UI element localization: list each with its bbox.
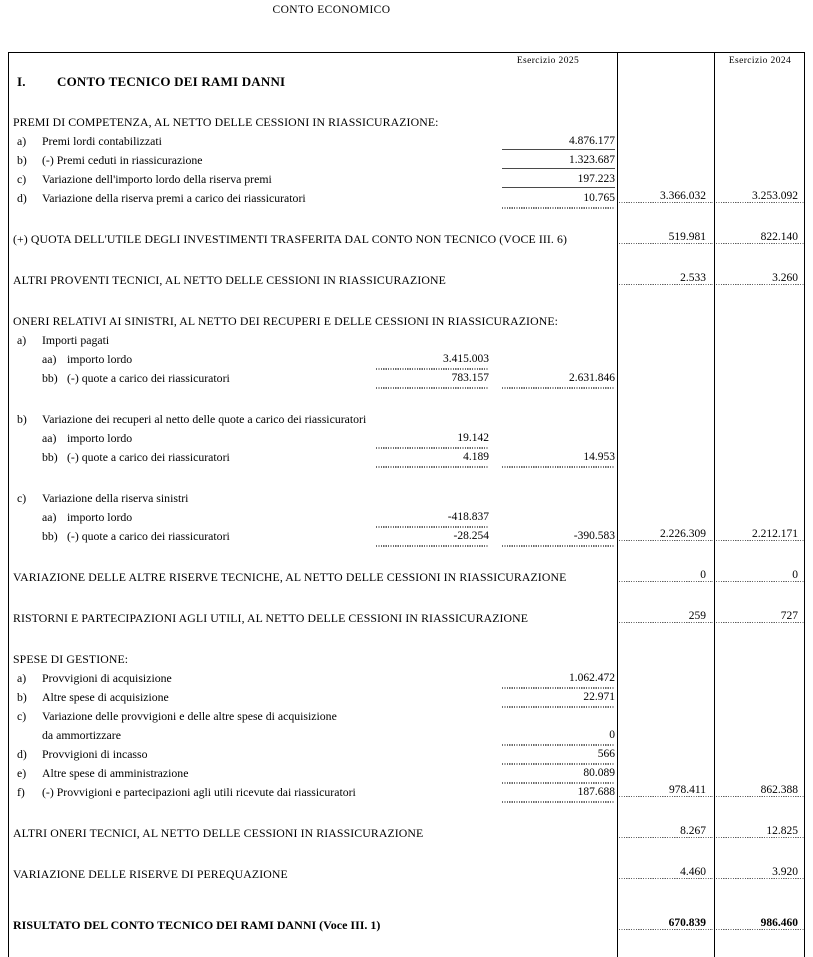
spese-d-num-2025 bbox=[617, 745, 714, 746]
spese-a-alpha: a) bbox=[17, 671, 27, 685]
premi-a-label: Premi lordi contabilizzati bbox=[42, 134, 162, 148]
premi-total-2025: 3.366.032 bbox=[660, 190, 706, 202]
oneri-b-num-2024 bbox=[714, 410, 806, 411]
oneri-b-bb-value: 4.189 bbox=[463, 451, 489, 463]
altre-riserve-label: VARIAZIONE DELLE ALTRE RISERVE TECNICHE, AL NETTO DELLE CESSIONI IN RIASSICURAZIONE bbox=[13, 570, 567, 584]
oneri-c-bb-alpha: bb) bbox=[42, 529, 58, 543]
altri-proventi-cell bbox=[9, 271, 617, 290]
altre-riserve-cell bbox=[9, 568, 617, 587]
spese-b-cell bbox=[9, 688, 617, 707]
quota-utile-row bbox=[9, 230, 804, 249]
premi-c-value: 197.223 bbox=[577, 173, 615, 185]
ristorni-cell bbox=[9, 609, 617, 628]
altri-oneri-cell bbox=[9, 824, 617, 843]
oneri-c-aa-row bbox=[9, 508, 804, 527]
ristorni-2024-underline bbox=[716, 622, 804, 623]
oneri-b-bb-num-2024 bbox=[714, 448, 806, 449]
spese-total-2024-cell bbox=[714, 783, 806, 796]
premi-a-row bbox=[9, 132, 804, 151]
spese-c2-num-2024 bbox=[714, 726, 806, 727]
oneri-a-bb-row bbox=[9, 369, 804, 388]
risultato-2024: 986.460 bbox=[760, 917, 798, 929]
quota-utile-2025: 519.981 bbox=[668, 231, 706, 243]
altri-proventi-label: ALTRI PROVENTI TECNICI, AL NETTO DELLE CESSIONI IN RIASSICURAZIONE bbox=[13, 273, 446, 287]
oneri-c-bb-row bbox=[9, 527, 804, 546]
spacer bbox=[9, 935, 804, 957]
altri-oneri-2024-underline bbox=[716, 837, 804, 838]
oneri-a-bb-value: 783.157 bbox=[451, 372, 489, 384]
spese-a-cell bbox=[9, 669, 617, 688]
premi-total-2024: 3.253.092 bbox=[752, 190, 798, 202]
risultato-2025-cell bbox=[617, 916, 714, 929]
spacer bbox=[9, 802, 804, 824]
header-spacer bbox=[9, 53, 479, 72]
oneri-b-bb-label: (-) quote a carico dei riassicuratori bbox=[67, 450, 230, 464]
quota-utile-2025-cell bbox=[617, 230, 714, 243]
ristorni-2025-cell bbox=[617, 609, 714, 622]
altre-riserve-2024: 0 bbox=[792, 569, 798, 581]
premi-b-num-2024 bbox=[714, 151, 806, 152]
oneri-b-bb-underline bbox=[376, 466, 489, 467]
oneri-a-subtotal: 2.631.846 bbox=[569, 372, 615, 384]
premi-total-2024-underline bbox=[716, 202, 804, 203]
altri-oneri-2025-underline bbox=[619, 837, 713, 838]
altri-proventi-2025: 2.533 bbox=[680, 272, 706, 284]
spacer bbox=[9, 388, 804, 410]
altri-proventi-2024: 3.260 bbox=[772, 272, 798, 284]
premi-title-num-2024 bbox=[714, 113, 806, 114]
spese-b-label: Altre spese di acquisizione bbox=[42, 690, 169, 704]
altri-oneri-2025-cell bbox=[617, 824, 714, 837]
oneri-c-aa-num-2024 bbox=[714, 508, 806, 509]
altri-oneri-label: ALTRI ONERI TECNICI, AL NETTO DELLE CESSIONI IN RIASSICURAZIONE bbox=[13, 826, 424, 840]
oneri-a-aa-cell bbox=[9, 350, 617, 369]
oneri-a-subtotal-underline bbox=[502, 387, 615, 388]
premi-a-alpha: a) bbox=[17, 134, 27, 148]
spacer bbox=[9, 208, 804, 230]
oneri-b-aa-row bbox=[9, 429, 804, 448]
premi-c-cell bbox=[9, 170, 617, 189]
section-heading-num-2025 bbox=[617, 72, 714, 73]
spese-total-2025-cell bbox=[617, 783, 714, 796]
spese-c-row bbox=[9, 707, 804, 726]
premi-b-cell bbox=[9, 151, 617, 170]
premi-total-2024-cell bbox=[714, 189, 806, 202]
page-title: CONTO ECONOMICO bbox=[272, 4, 391, 16]
risultato-cell bbox=[9, 916, 617, 935]
spese-title-row bbox=[9, 650, 804, 669]
oneri-a-aa-label: importo lordo bbox=[67, 352, 133, 366]
premi-b-underline bbox=[502, 168, 615, 170]
spese-b-row bbox=[9, 688, 804, 707]
oneri-b-subtotal-underline bbox=[502, 466, 615, 467]
spese-d-cell bbox=[9, 745, 617, 764]
income-statement-table bbox=[8, 52, 805, 957]
premi-a-value: 4.876.177 bbox=[569, 135, 615, 147]
spese-f-underline bbox=[502, 801, 615, 802]
oneri-title-cell bbox=[9, 312, 617, 331]
oneri-c-alpha: c) bbox=[17, 491, 27, 505]
spese-f-value: 187.688 bbox=[577, 786, 615, 798]
oneri-b-label: Variazione dei recuperi al netto delle quote a carico dei riassicuratori bbox=[42, 412, 367, 426]
altri-oneri-row bbox=[9, 824, 804, 843]
altre-riserve-2025-cell bbox=[617, 568, 714, 581]
perequazione-2024: 3.920 bbox=[772, 866, 798, 878]
perequazione-2025-cell bbox=[617, 865, 714, 878]
premi-total-2025-underline bbox=[619, 202, 713, 203]
ristorni-row bbox=[9, 609, 804, 628]
spese-c2-cell bbox=[9, 726, 617, 745]
altre-riserve-2024-underline bbox=[716, 581, 804, 582]
premi-b-num-2025 bbox=[617, 151, 714, 152]
spese-b-alpha: b) bbox=[17, 690, 27, 704]
spacer bbox=[9, 906, 804, 916]
oneri-c-aa-label: importo lordo bbox=[67, 510, 133, 524]
spese-title-num-2025 bbox=[617, 650, 714, 651]
perequazione-2024-underline bbox=[716, 878, 804, 879]
ristorni-2025: 259 bbox=[688, 610, 706, 622]
oneri-b-aa-label: importo lordo bbox=[67, 431, 133, 445]
premi-c-underline bbox=[502, 187, 615, 189]
oneri-c-bb-value: -28.254 bbox=[453, 530, 489, 542]
altre-riserve-2025-underline bbox=[619, 581, 713, 582]
spese-b-num-2024 bbox=[714, 688, 806, 689]
altre-riserve-row bbox=[9, 568, 804, 587]
altri-proventi-row bbox=[9, 271, 804, 290]
spese-c-num-2025 bbox=[617, 707, 714, 708]
spese-c-num-2024 bbox=[714, 707, 806, 708]
oneri-c-aa-num-2025 bbox=[617, 508, 714, 509]
oneri-a-bb-cell bbox=[9, 369, 617, 388]
quota-utile-2024: 822.140 bbox=[760, 231, 798, 243]
premi-total-2025-cell bbox=[617, 189, 714, 202]
oneri-b-cell bbox=[9, 410, 617, 429]
spacer bbox=[9, 628, 804, 650]
oneri-a-num-2025 bbox=[617, 331, 714, 332]
oneri-c-num-2024 bbox=[714, 489, 806, 490]
premi-b-value: 1.323.687 bbox=[569, 154, 615, 166]
oneri-total-2025: 2.226.309 bbox=[660, 528, 706, 540]
risultato-2024-underline bbox=[716, 929, 804, 930]
altri-proventi-2025-cell bbox=[617, 271, 714, 284]
quota-utile-2025-underline bbox=[619, 243, 713, 244]
spese-c-label2: da ammortizzare bbox=[42, 728, 121, 742]
spese-f-label: (-) Provvigioni e partecipazioni agli utili ricevute dai riassicuratori bbox=[42, 785, 356, 799]
premi-title: PREMI DI COMPETENZA, AL NETTO DELLE CESSIONI IN RIASSICURAZIONE: bbox=[13, 115, 439, 129]
altre-riserve-2024-cell bbox=[714, 568, 806, 581]
spese-c-alpha: c) bbox=[17, 709, 27, 723]
oneri-b-subtotal: 14.953 bbox=[583, 451, 615, 463]
premi-a-underline bbox=[502, 149, 615, 151]
section-heading-num-2024 bbox=[714, 72, 806, 73]
spese-a-row bbox=[9, 669, 804, 688]
altri-proventi-2025-underline bbox=[619, 284, 713, 285]
spese-a-label: Provvigioni di acquisizione bbox=[42, 671, 172, 685]
spese-d-value: 566 bbox=[597, 748, 615, 760]
ristorni-2024: 727 bbox=[780, 610, 798, 622]
spacer bbox=[9, 843, 804, 865]
spese-a-value: 1.062.472 bbox=[569, 672, 615, 684]
spacer bbox=[9, 290, 804, 312]
quota-utile-2024-underline bbox=[716, 243, 804, 244]
premi-d-row bbox=[9, 189, 804, 208]
premi-a-num-2024 bbox=[714, 132, 806, 133]
oneri-c-num-2025 bbox=[617, 489, 714, 490]
oneri-title-num-2025 bbox=[617, 312, 714, 313]
oneri-a-bb-label: (-) quote a carico dei riassicuratori bbox=[67, 371, 230, 385]
perequazione-2025-underline bbox=[619, 878, 713, 879]
perequazione-2025: 4.460 bbox=[680, 866, 706, 878]
oneri-c-bb-cell bbox=[9, 527, 617, 546]
table-header-row bbox=[9, 53, 804, 72]
spese-f-alpha: f) bbox=[17, 785, 25, 799]
oneri-a-aa-num-2024 bbox=[714, 350, 806, 351]
oneri-a-bb-underline bbox=[376, 387, 489, 388]
oneri-total-2025-cell bbox=[617, 527, 714, 540]
quota-utile-cell bbox=[9, 230, 617, 249]
spese-c-cell bbox=[9, 707, 617, 726]
premi-b-alpha: b) bbox=[17, 153, 27, 167]
premi-a-cell bbox=[9, 132, 617, 151]
oneri-b-num-2025 bbox=[617, 410, 714, 411]
oneri-b-bb-cell bbox=[9, 448, 617, 467]
altri-proventi-2024-underline bbox=[716, 284, 804, 285]
oneri-b-aa-num-2024 bbox=[714, 429, 806, 430]
spese-c-label: Variazione delle provvigioni e delle altre spese di acquisizione bbox=[42, 709, 337, 723]
spese-total-2024-underline bbox=[716, 796, 804, 797]
spese-c2-row bbox=[9, 726, 804, 745]
premi-title-num-2025 bbox=[617, 113, 714, 114]
oneri-a-aa-num-2025 bbox=[617, 350, 714, 351]
section-heading-cell bbox=[9, 72, 617, 91]
oneri-a-aa-row bbox=[9, 350, 804, 369]
premi-d-cell bbox=[9, 189, 617, 208]
spacer bbox=[9, 467, 804, 489]
spese-e-alpha: e) bbox=[17, 766, 27, 780]
premi-title-row bbox=[9, 113, 804, 132]
oneri-b-aa-cell bbox=[9, 429, 617, 448]
oneri-a-bb-num-2025 bbox=[617, 369, 714, 370]
oneri-c-aa-alpha: aa) bbox=[42, 510, 57, 524]
spacer bbox=[9, 91, 804, 113]
section-roman-numeral: I. bbox=[17, 74, 26, 89]
premi-c-num-2024 bbox=[714, 170, 806, 171]
ristorni-2024-cell bbox=[714, 609, 806, 622]
perequazione-label: VARIAZIONE DELLE RISERVE DI PEREQUAZIONE bbox=[13, 867, 288, 881]
oneri-a-num-2024 bbox=[714, 331, 806, 332]
spacer bbox=[9, 546, 804, 568]
spese-total-2025: 978.411 bbox=[669, 784, 706, 796]
premi-b-label: (-) Premi ceduti in riassicurazione bbox=[42, 153, 203, 167]
oneri-b-bb-row bbox=[9, 448, 804, 467]
oneri-total-2024: 2.212.171 bbox=[752, 528, 798, 540]
oneri-a-bb-num-2024 bbox=[714, 369, 806, 370]
oneri-b-aa-value: 19.142 bbox=[457, 432, 489, 444]
spacer bbox=[9, 587, 804, 609]
header-esercizio-2024: Esercizio 2024 bbox=[728, 56, 792, 66]
risultato-2024-cell bbox=[714, 916, 806, 929]
altri-proventi-2024-cell bbox=[714, 271, 806, 284]
premi-title-cell bbox=[9, 113, 617, 132]
spese-a-num-2024 bbox=[714, 669, 806, 670]
oneri-c-label: Variazione della riserva sinistri bbox=[42, 491, 189, 505]
oneri-total-2024-underline bbox=[716, 540, 804, 541]
oneri-a-label: Importi pagati bbox=[42, 333, 110, 347]
header-esercizio-2025: Esercizio 2025 bbox=[516, 56, 580, 66]
premi-d-value: 10.765 bbox=[583, 192, 615, 204]
spese-f-row bbox=[9, 783, 804, 802]
premi-d-alpha: d) bbox=[17, 191, 27, 205]
perequazione-cell bbox=[9, 865, 617, 884]
spacer bbox=[9, 884, 804, 906]
oneri-c-bb-underline bbox=[376, 545, 489, 546]
oneri-a-cell bbox=[9, 331, 617, 350]
spese-b-value: 22.971 bbox=[583, 691, 615, 703]
spese-title-cell bbox=[9, 650, 617, 669]
premi-a-num-2025 bbox=[617, 132, 714, 133]
oneri-total-2025-underline bbox=[619, 540, 713, 541]
perequazione-row bbox=[9, 865, 804, 884]
risultato-label: RISULTATO DEL CONTO TECNICO DEI RAMI DANNI (Voce III. 1) bbox=[13, 918, 381, 932]
oneri-a-row bbox=[9, 331, 804, 350]
oneri-total-2024-cell bbox=[714, 527, 806, 540]
oneri-b-aa-alpha: aa) bbox=[42, 431, 57, 445]
ristorni-2025-underline bbox=[619, 622, 713, 623]
spese-e-num-2024 bbox=[714, 764, 806, 765]
premi-c-row bbox=[9, 170, 804, 189]
oneri-a-alpha: a) bbox=[17, 333, 27, 347]
spese-total-2025-underline bbox=[619, 796, 713, 797]
oneri-b-aa-num-2025 bbox=[617, 429, 714, 430]
oneri-b-row bbox=[9, 410, 804, 429]
premi-d-label: Variazione della riserva premi a carico dei riassicuratori bbox=[42, 191, 306, 205]
spese-d-num-2024 bbox=[714, 745, 806, 746]
oneri-c-aa-cell bbox=[9, 508, 617, 527]
spese-f-cell bbox=[9, 783, 617, 802]
spese-c2-num-2025 bbox=[617, 726, 714, 727]
premi-d-underline bbox=[502, 207, 615, 208]
oneri-a-aa-alpha: aa) bbox=[42, 352, 57, 366]
header-mid-spacer bbox=[617, 53, 714, 72]
spese-title: SPESE DI GESTIONE: bbox=[13, 652, 129, 666]
premi-c-alpha: c) bbox=[17, 172, 27, 186]
quota-utile-2024-cell bbox=[714, 230, 806, 243]
oneri-b-alpha: b) bbox=[17, 412, 27, 426]
spese-d-label: Provvigioni di incasso bbox=[42, 747, 148, 761]
spese-b-num-2025 bbox=[617, 688, 714, 689]
oneri-b-bb-alpha: bb) bbox=[42, 450, 58, 464]
spese-e-row bbox=[9, 764, 804, 783]
oneri-title: ONERI RELATIVI AI SINISTRI, AL NETTO DEI RECUPERI E DELLE CESSIONI IN RIASSICURAZIONE: bbox=[13, 314, 558, 328]
spese-d-alpha: d) bbox=[17, 747, 27, 761]
oneri-a-bb-alpha: bb) bbox=[42, 371, 58, 385]
premi-b-row bbox=[9, 151, 804, 170]
spese-e-cell bbox=[9, 764, 617, 783]
oneri-b-bb-num-2025 bbox=[617, 448, 714, 449]
spese-title-num-2024 bbox=[714, 650, 806, 651]
spese-e-num-2025 bbox=[617, 764, 714, 765]
spese-a-num-2025 bbox=[617, 669, 714, 670]
ristorni-label: RISTORNI E PARTECIPAZIONI AGLI UTILI, AL NETTO DELLE CESSIONI IN RIASSICURAZIONE bbox=[13, 611, 529, 625]
spese-d-row bbox=[9, 745, 804, 764]
oneri-c-cell bbox=[9, 489, 617, 508]
oneri-c-row bbox=[9, 489, 804, 508]
oneri-a-aa-value: 3.415.003 bbox=[443, 353, 489, 365]
altri-oneri-2024: 12.825 bbox=[766, 825, 798, 837]
altri-oneri-2024-cell bbox=[714, 824, 806, 837]
risultato-2025: 670.839 bbox=[668, 917, 706, 929]
oneri-c-bb-label: (-) quote a carico dei riassicuratori bbox=[67, 529, 230, 543]
spese-e-value: 80.089 bbox=[583, 767, 615, 779]
perequazione-2024-cell bbox=[714, 865, 806, 878]
spese-total-2024: 862.388 bbox=[760, 784, 798, 796]
section-heading-row bbox=[9, 72, 804, 91]
spacer bbox=[9, 249, 804, 271]
oneri-c-aa-value: -418.837 bbox=[447, 511, 489, 523]
oneri-c-subtotal-underline bbox=[502, 545, 615, 546]
risultato-2025-underline bbox=[619, 929, 713, 930]
spese-e-label: Altre spese di amministrazione bbox=[42, 766, 189, 780]
risultato-row bbox=[9, 916, 804, 935]
oneri-title-row bbox=[9, 312, 804, 331]
altre-riserve-2025: 0 bbox=[700, 569, 706, 581]
altri-oneri-2025: 8.267 bbox=[680, 825, 706, 837]
premi-c-label: Variazione dell'importo lordo della riserva premi bbox=[42, 172, 272, 186]
oneri-c-subtotal: -390.583 bbox=[573, 530, 615, 542]
spese-c-value: 0 bbox=[609, 729, 615, 741]
section-heading-text: CONTO TECNICO DEI RAMI DANNI bbox=[57, 74, 286, 89]
premi-c-num-2025 bbox=[617, 170, 714, 171]
oneri-title-num-2024 bbox=[714, 312, 806, 313]
quota-utile-label: (+) QUOTA DELL'UTILE DEGLI INVESTIMENTI TRASFERITA DAL CONTO NON TECNICO (VOCE III. 6) bbox=[13, 232, 568, 246]
